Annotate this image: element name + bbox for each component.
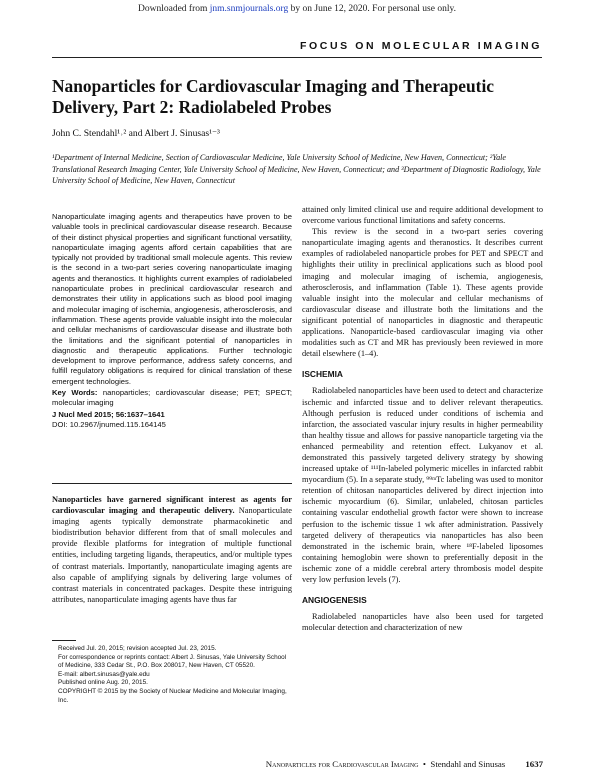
intro-lead: Nanoparticles have garnered significant interest as agents for cardiovascular imaging and therapeutic delivery. [52, 495, 292, 516]
footnote-rule [52, 640, 76, 641]
footer-bullet: • [422, 759, 427, 769]
author-list: John C. Stendahl¹˒² and Albert J. Sinusas¹⁻³ [52, 128, 220, 139]
intro-body: Nanoparticulate imaging agents typically demonstrate pharmacokinetic and biodistribution behavior different from that of small molecules and provide flexible platforms for integration of multiple functional entities, including targeting ligands, therapeutics, and/or multiple types of contrast materials. Importantly, nanoparticulate imaging agents are also capable of amplifying signals by delivering large volumes of contrast materials in concentrated packages. Despite these intriguing attributes, nanoparticulate imaging agents have thus far [52, 506, 292, 604]
running-authors: Stendahl and Sinusas [430, 759, 506, 769]
abstract-box [52, 212, 292, 430]
section-heading-angiogenesis: ANGIOGENESIS [302, 595, 367, 606]
footnote-correspondence: For correspondence or reprints contact: Albert J. Sinusas, Yale University School of Medicine, 333 Cedar St., P.O. Box 208017, New Haven, CT 05520. [58, 653, 287, 670]
article-title: Nanoparticles for Cardiovascular Imaging and Therapeutic Delivery, Part 2: Radiolabeled Probes [52, 76, 495, 117]
footnotes [52, 645, 292, 705]
keywords [52, 388, 292, 409]
journal-link[interactable]: jnm.snmjournals.org [209, 4, 289, 14]
header-rule [52, 57, 542, 58]
page-number: 1637 [525, 759, 543, 769]
abstract-rule [52, 483, 292, 484]
footnote-email[interactable]: E-mail: albert.sinusas@yale.edu [58, 670, 150, 678]
body-paragraph-2: This review is the second in a two-part series covering nanoparticulate imaging agents and theranostics. It describes current examples of radiolabeled nanoparticle probes for PET and SPECT and highlights their utility in preclinical applications such as blood pool imaging and molecular imaging of ischemia, angiogenesis, atherosclerosis, and inflammation (Table 1). These agents provide valuable insight into the molecular and cellular mechanisms of cardiovascular disease and illustrate both the limitations and the significant potential of nanoparticles in diagnostic and therapeutic applications. Nanoparticle-based cardiovascular imaging via other modalities such as CT and MR has previously been reviewed in more detail elsewhere (1–4). [302, 227, 543, 359]
section-label: FOCUS ON MOLECULAR IMAGING [299, 40, 542, 52]
download-note [0, 4, 594, 14]
affiliations: ¹Department of Internal Medicine, Section of Cardiovascular Medicine, Yale University School of Medicine, New Haven, Connecticut; ²Yale Translational Research Imaging Center, Yale University School of Medicine, New Haven, Connecticut; and ³Department of Diagnostic Radiology, Yale University School of Medicine, New Haven, Connecticut [52, 153, 541, 185]
download-note-suffix: by on June 12, 2020. For personal use only. [288, 4, 456, 14]
page-footer [52, 759, 543, 769]
keywords-list: nanoparticles; cardiovascular disease; PET; SPECT; molecular imaging [52, 388, 292, 408]
footnote-received: Received Jul. 20, 2015; revision accepted Jul. 23, 2015. [58, 645, 217, 652]
body-paragraph-4: Radiolabeled nanoparticles have also been used for targeted molecular detection and characterization of new [302, 612, 543, 633]
abstract-text: Nanoparticulate imaging agents and therapeutics have proven to be valuable tools in preclinical cardiovascular disease research. Because of their distinct physical properties and significant functional versatility, nanoparticulate imaging agents afford certain capabilities that are typically not provided by traditional small molecule agents. This review is the second in a two-part series covering nanoparticulate imaging agents and theranostics. It highlights current examples of radiolabeled nanoparticulate probes in preclinical cardiovascular research and demonstrates their utility in applications such as blood pool imaging and molecular imaging of ischemia, angiogenesis, atherosclerosis, and inflammation. These agents provide valuable insight into the molecular and cellular mechanisms of cardiovascular disease and illustrate both the limitations and the significant potential of nanoparticles in diagnostic and therapeutic applications. Further technologic development to improve performance, address safety concerns, and fulfill regulatory obligations is required for clinical translation of these emergent technologies. [52, 212, 292, 386]
right-column [302, 204, 543, 633]
citation: J Nucl Med 2015; 56:1637–1641 [52, 409, 165, 419]
body-paragraph-1: attained only limited clinical use and require additional development to overcome various functional limitations and safety concerns. [302, 205, 543, 226]
download-note-prefix: Downloaded from [138, 4, 210, 14]
section-heading-ischemia: ISCHEMIA [302, 369, 343, 380]
running-title: Nanoparticles for Cardiovascular Imaging [265, 759, 419, 769]
intro-paragraph [52, 494, 292, 605]
footnote-published: Published online Aug. 20, 2015. [58, 679, 148, 687]
body-paragraph-3: Radiolabeled nanoparticles have been used to detect and characterize ischemic and infarcted tissue and to deliver relevant therapeutics. Although perfusion is reduced under conditions of ischemia and infarction, the associated vascular injury results in higher permeability than healthy tissue and allows for passive nanoparticle targeting via the enhanced permeability and retention effect. Lukyanov et al. demonstrated this passively targeted delivery strategy by showing increased uptake of ¹¹¹In-labeled polymeric micelles in infarcted rabbit myocardium (5). In a separate study, ⁹⁹ᵐTc labeling was used to monitor retention of chitosan nanoparticles delivered by direct injection into ischemic myocardium (6). Similar, unlabeled, chitosan particles containing vascular endothelial growth factor were shown to increase perfusion to the ischemic tissue 1 wk after administration. Passively targeted delivery of therapeutics via nanoparticles has also been demonstrated in the ischemic brain, where ¹⁸F-labeled liposomes containing hemoglobin were shown to preferentially deposit in the ischemic zone of a middle cerebral artery thrombosis model despite very low perfusion levels (7). [302, 386, 543, 584]
footnote-copyright: COPYRIGHT © 2015 by the Society of Nuclear Medicine and Molecular Imaging, Inc. [58, 687, 287, 704]
keywords-label: Key Words: [52, 388, 98, 398]
doi[interactable]: DOI: 10.2967/jnumed.115.164145 [52, 419, 166, 429]
